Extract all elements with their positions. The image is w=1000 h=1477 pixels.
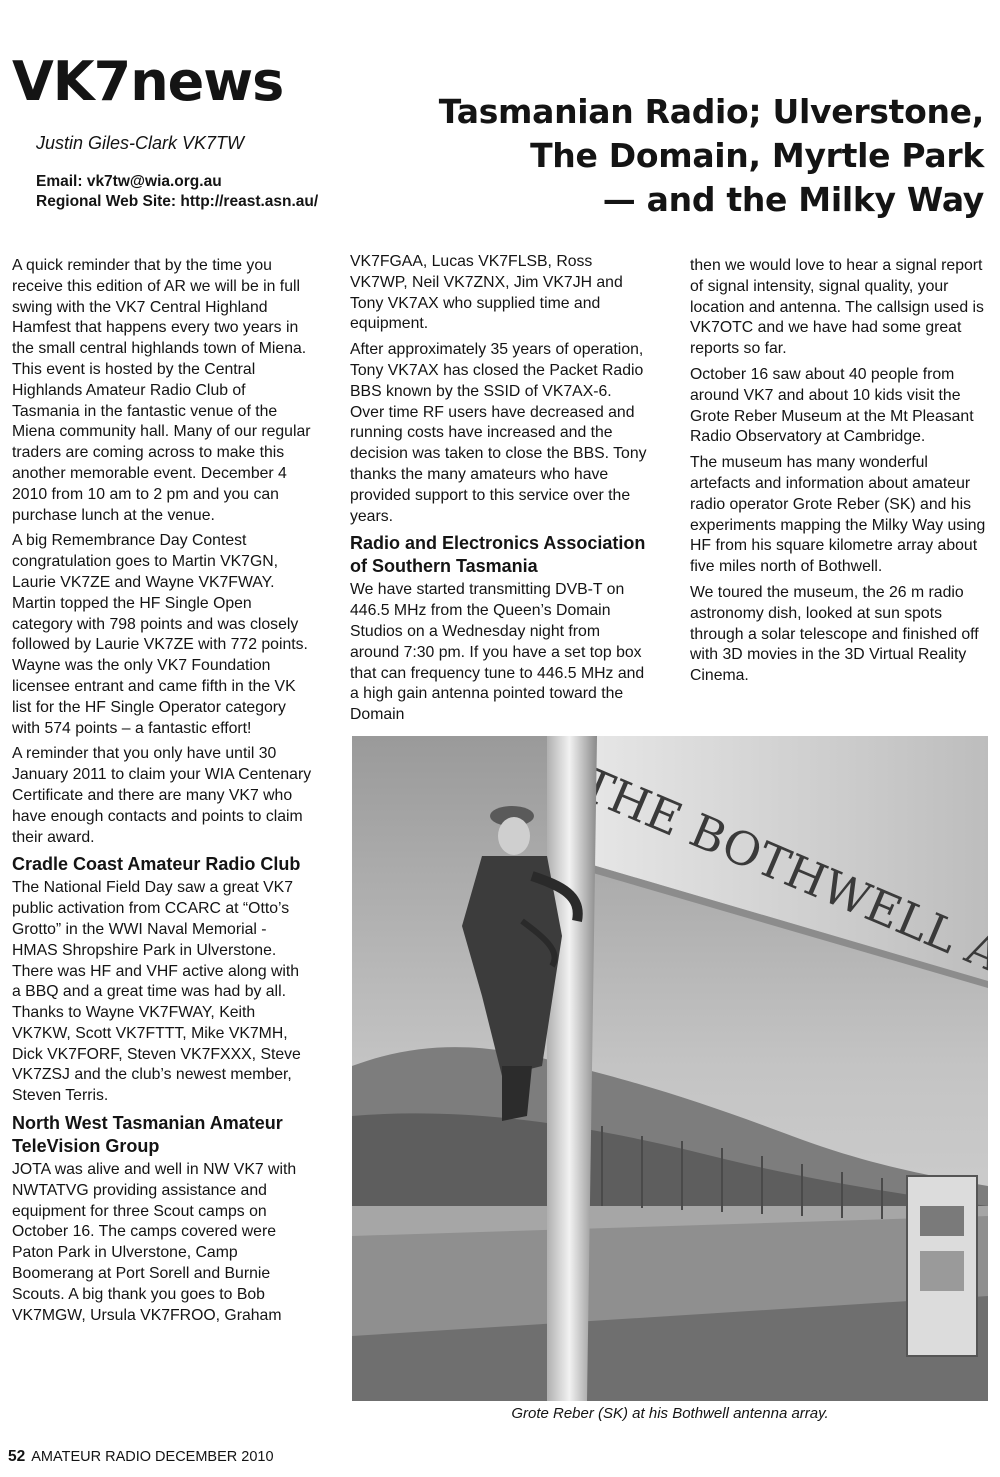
section-heading: North West Tasmanian Amateur TeleVision Group — [12, 1113, 283, 1157]
headline-line: The Domain, Myrtle Park — [530, 136, 984, 175]
paragraph: October 16 saw about 40 people from around VK7 and about 10 kids visit the Grote Reber Museum at the Mt Pleasant Radio Observatory at Cambridge. — [690, 365, 974, 446]
photo-caption: Grote Reber (SK) at his Bothwell antenna array. — [511, 1405, 829, 1422]
text-column-3 — [690, 256, 990, 692]
section-heading: Radio and Electronics Association of Southern Tasmania — [350, 533, 646, 577]
headline-line: — and the Milky Way — [602, 180, 984, 219]
contact-email: Email: vk7tw@wia.org.au — [36, 173, 222, 190]
paragraph: We toured the museum, the 26 m radio astronomy dish, looked at sun spots through a solar telescope and finished off with 3D movies in the 3D Virtual Reality Cinema. — [690, 583, 979, 685]
section-heading: Cradle Coast Amateur Radio Club — [12, 854, 301, 875]
paragraph: A reminder that you only have until 30 January 2011 to claim your WIA Centenary Certificate and there are many VK7 who have enough contacts and points to claim their award. — [12, 745, 312, 846]
page-number: 52 — [8, 1448, 26, 1465]
text-column-1 — [12, 256, 312, 1331]
paragraph: then we would love to hear a signal report of signal intensity, signal quality, your location and antenna. The callsign used is VK7OTC and we have had some great reports so far. — [690, 257, 984, 358]
paragraph: The museum has many wonderful artefacts and information about amateur radio operator Grote Reber (SK) and his experiments mapping the Milky Way using HF from his square kilometre array about five miles north of Bothwell. — [690, 454, 986, 576]
paragraph: A quick reminder that by the time you receive this edition of AR we will be in full swing with the VK7 Central Highland Hamfest that happens every two years in the small central highlands town of Miena. This event is hosted by the Central Highlands Amateur Radio Club of Tasmania in the fantastic venue of the Miena community hall. Many of our regular traders are coming across to make this another memorable event. December 4 2010 from 10 am to 2 pm and you can purchase lunch at the venue. — [12, 257, 311, 524]
paragraph: After approximately 35 years of operation, Tony VK7AX has closed the Packet Radio BBS known by the SSID of VK7AX-6. Over time RF users have decreased and running costs have increased and the decision was taken to close the BBS. Tony thanks the many amateurs who have provided support to this service over the years. — [350, 341, 647, 525]
antenna-array-photo — [352, 736, 988, 1401]
publication-name: AMATEUR RADIO DECEMBER 2010 — [31, 1449, 274, 1465]
paragraph: The National Field Day saw a great VK7 public activation from CCARC at “Otto’s Grotto” in the WWI Naval Memorial - HMAS Shropshire Park in Ulverstone. There was HF and VHF active along with a BBQ and a great time was had by all. Thanks to Wayne VK7FWAY, Keith VK7KW, Scott VK7FTTT, Mike VK7MH, Dick VK7FORF, Steven VK7FXXX, Steve VK7ZSJ and the club’s newest member, Steven Terris. — [12, 879, 301, 1105]
paragraph: A big Remembrance Day Contest congratulation goes to Martin VK7GN, Laurie VK7ZE and Wayne VK7FWAY. Martin topped the HF Single Open category with 798 points and was closely followed by Laurie VK7ZE with 772 points. Wayne was the only VK7 Foundation licensee entrant and came fifth in the VK list for the HF Single Operator category with 574 points – a fantastic effort! — [12, 532, 308, 737]
paragraph: We have started transmitting DVB-T on 446.5 MHz from the Queen’s Domain Studios on a Wednesday night from around 7:30 pm. If you have a set top box that can frequency tune to 446.5 MHz and a high gain antenna pointed toward the Domain — [350, 581, 645, 724]
article-headline — [344, 90, 984, 222]
headline-line: Tasmanian Radio; Ulverstone, — [438, 92, 984, 131]
page-footer — [8, 1448, 274, 1466]
contact-info — [36, 172, 318, 212]
text-column-2 — [350, 252, 650, 731]
contact-website: Regional Web Site: http://reast.asn.au/ — [36, 193, 319, 210]
paragraph: JOTA was alive and well in NW VK7 with NWTATVG providing assistance and equipment for three Scout camps on October 16. The camps covered were Paton Park in Ulverstone, Camp Boomerang at Port Sorell and Burnie Scouts. A big thank you goes to Bob VK7MGW, Ursula VK7FROO, Graham — [12, 1161, 297, 1324]
section-title: VK7news — [12, 50, 284, 113]
paragraph: VK7FGAA, Lucas VK7FLSB, Ross VK7WP, Neil VK7ZNX, Jim VK7JH and Tony VK7AX who supplied time and equipment. — [350, 253, 623, 333]
author-byline: Justin Giles-Clark VK7TW — [36, 133, 245, 153]
